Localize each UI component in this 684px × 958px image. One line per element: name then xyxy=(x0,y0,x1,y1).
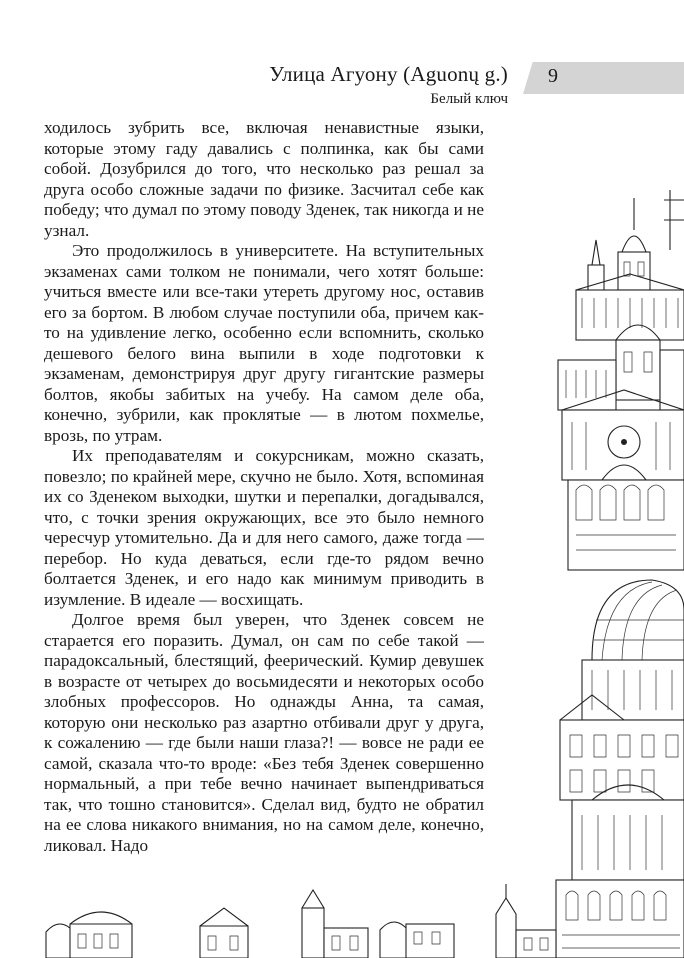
paragraph: Это продолжилось в университете. На вступительных экзаменах сами толком не понимали, чего хотят больше: учиться вместе или все-таки утереть другому нос, оставив его за бортом. В любом случае поступили оба, причем как-то на удивление легко, особенно если вспомнить, сколько дешевого белого вина выпили в ходе подготовки к экзаменам, демонстрируя друг другу гигантские размеры болтов, якобы забитых на учебу. На самом деле оба, конечно, зубрили, как проклятые — в лютом похмелье, врозь, по утрам. xyxy=(44,241,484,445)
page-number: 9 xyxy=(548,65,558,87)
running-title: Улица Агуону (Aguonų g.) xyxy=(269,62,508,86)
paragraph: ходилось зубрить все, включая ненавистные языки, которые этому гаду давались с полпинка, как бы сами собой. Дозубрился до того, что несколько раз решал за друга особо сложные задачи по физике. Засчитал себе как победу; что думал по этому поводу Зденек, так никогда и не узнал. xyxy=(44,118,484,240)
skyline-illustration xyxy=(40,880,560,958)
paragraph: Их преподавателям и сокурсникам, можно сказать, повезло; по крайней мере, скучно не было. Хотя, вспоминая их со Зденеком выходки, шутки и перепалки, догадывался, что, с точки зрения окружающих, все это было немного чересчур утомительно. Да и для него самого, даже тогда — перебор. Но куда деваться, если где-то рядом вечно болтается Зденек, и его надо как минимум приводить в изумление. В идеале — восхищать. xyxy=(44,446,484,609)
paragraph: Долгое время был уверен, что Зденек совсем не старается его поразить. Думал, он сам по себе такой — парадоксальный, блестящий, феерический. Кумир девушек в возрасте от четырех до восьмидесяти и некоторых особо злобных профессоров. Но однажды Анна, та самая, которую они несколько раз азартно отбивали друг у друга, к сожалению — где были наши глаза?! — вовсе не ради ее самой, сказала что-то вроде: «Без тебя Зденек совершенно нормальный, а при тебе вечно начинает выпендриваться так, что тошно становится». Сделал вид, будто не обратил на ее слова никакого внимания, но на самом деле, конечно, ликовал. Надо xyxy=(44,610,484,855)
tower-illustration xyxy=(552,190,684,958)
running-subtitle: Белый ключ xyxy=(430,91,508,107)
body-text xyxy=(44,118,484,856)
